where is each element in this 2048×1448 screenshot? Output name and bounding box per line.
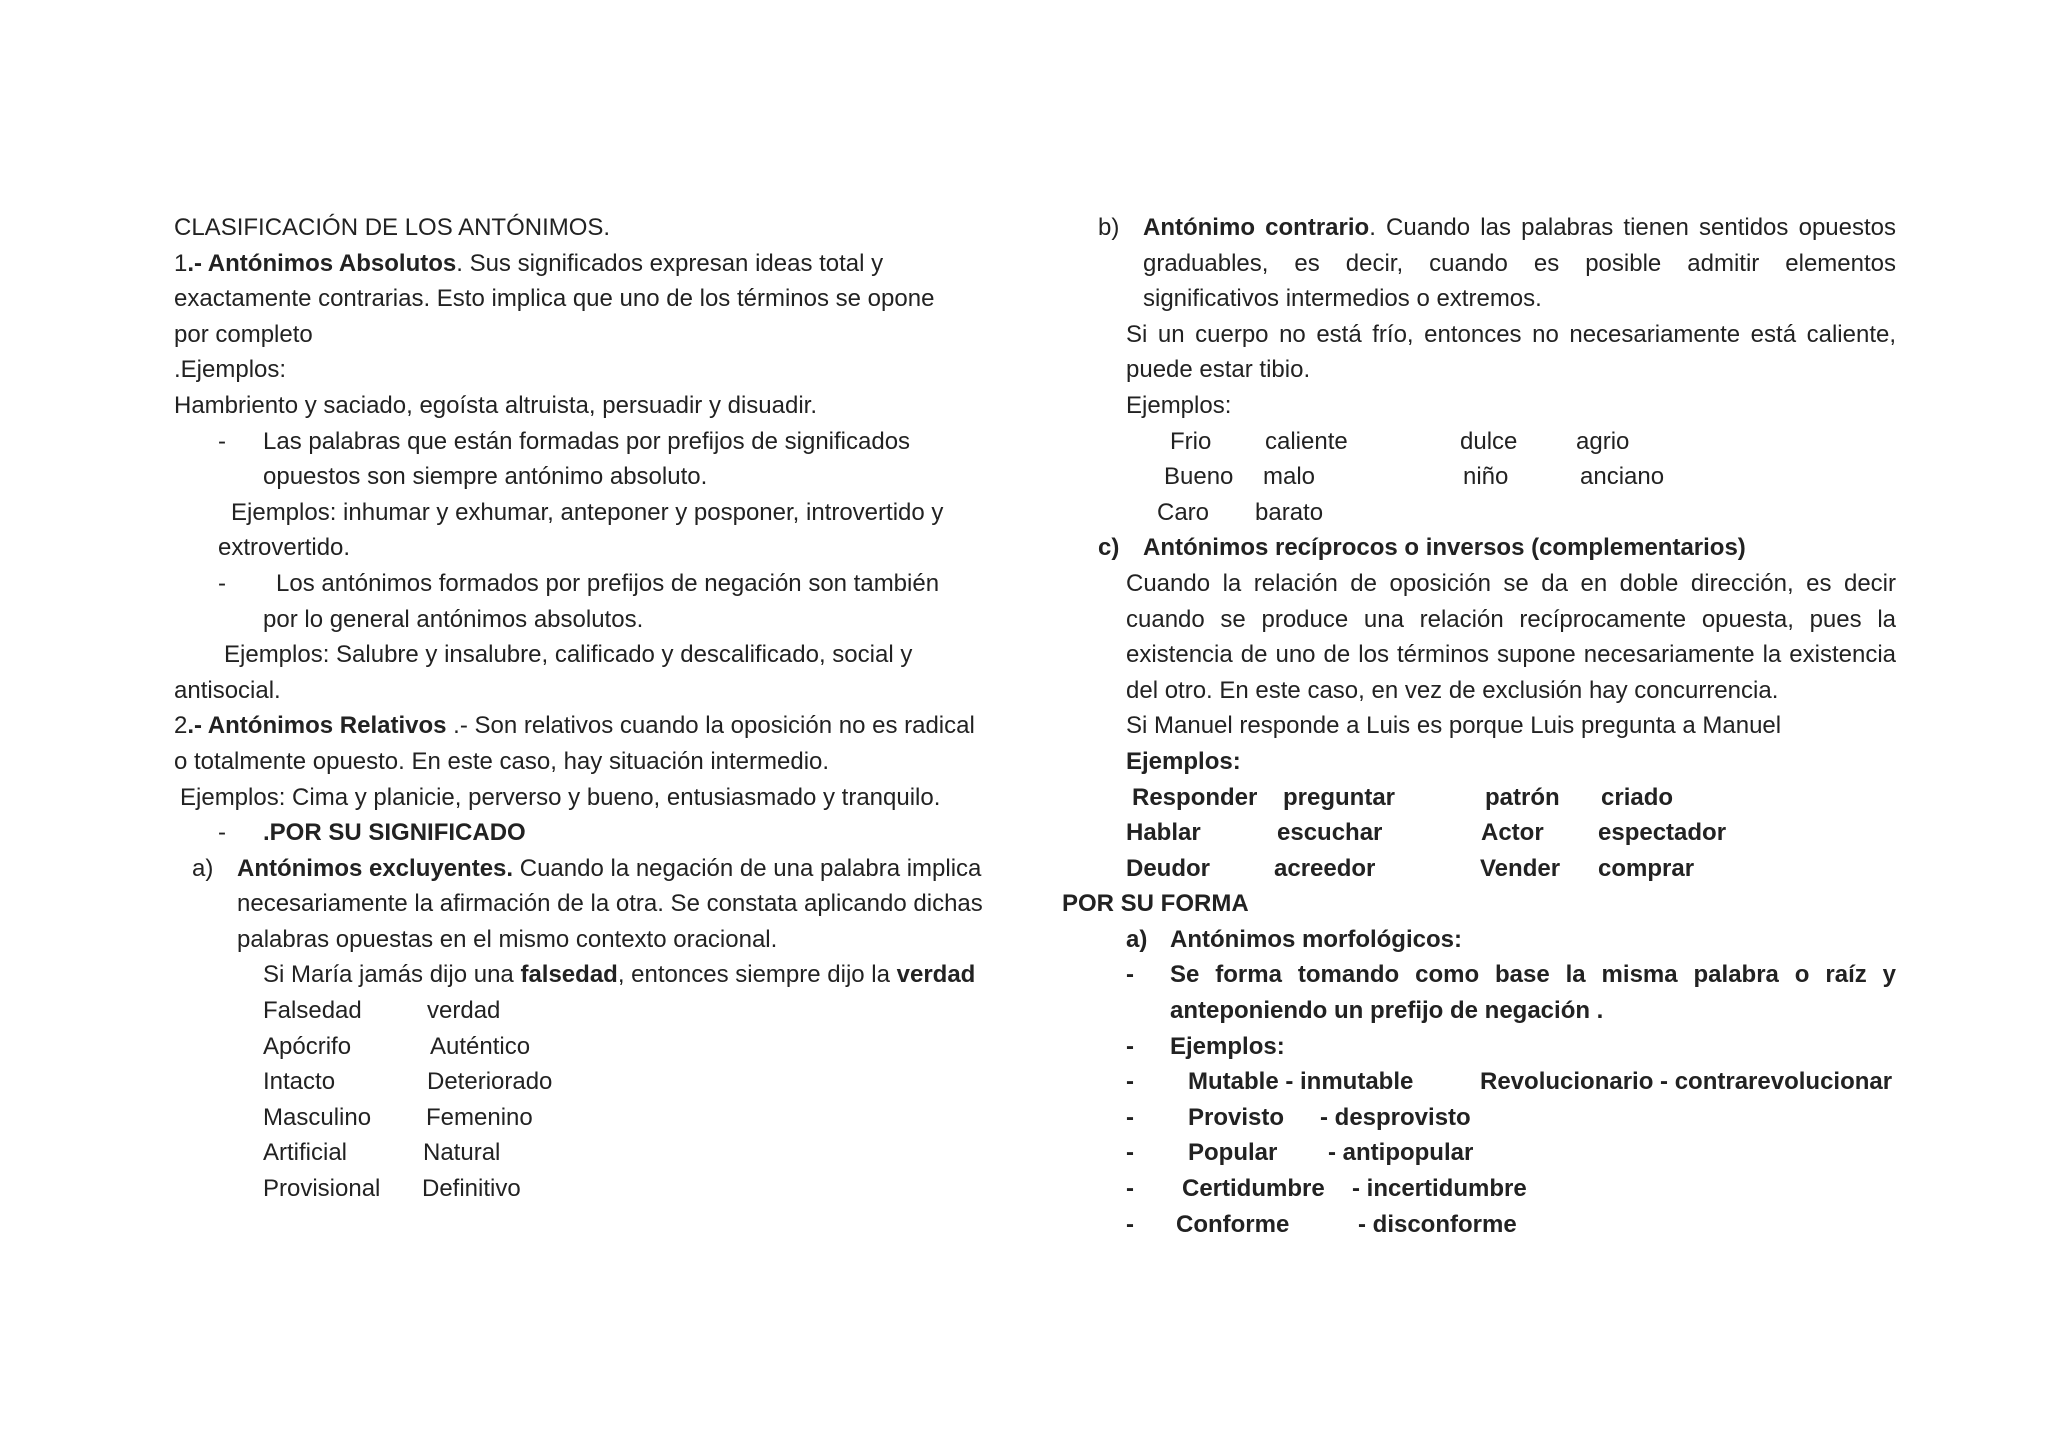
pair-antonym: Auténtico (430, 1032, 531, 1060)
example-word: dulce (1460, 427, 1518, 455)
example-row (1080, 424, 1896, 460)
pair-word: Falsedad (263, 997, 362, 1025)
sentence-bold: verdad (896, 961, 976, 989)
example-word: Mutable - inmutable (1188, 1068, 1414, 1096)
bullet-dash: - (1126, 1103, 1134, 1131)
bullet-item (1080, 1029, 1896, 1065)
example-word: agrio (1576, 427, 1630, 455)
justified-line: Cuando la relación de oposición se da en doble dirección, es decir (1126, 569, 1896, 597)
pair-row (174, 1135, 1004, 1171)
bullet-item (174, 566, 1004, 602)
pair-word: Intacto (263, 1068, 336, 1096)
pair-antonym: Deteriorado (427, 1068, 553, 1096)
example-row (1080, 780, 1896, 816)
section-label: .- Antónimos Absolutos (187, 249, 457, 277)
pair-antonym: Femenino (426, 1103, 533, 1131)
bullet-text: Ejemplos: (1170, 1032, 1285, 1060)
example-word: - disconforme (1358, 1210, 1517, 1238)
bullet-item (1080, 957, 1896, 993)
example-word: niño (1463, 463, 1509, 491)
examples-line: Ejemplos: Salubre y insalubre, calificado y descalificado, social y (224, 641, 913, 669)
paragraph-line (1080, 637, 1896, 673)
paragraph-line (1080, 246, 1896, 282)
bullet-continuation: por lo general antónimos absolutos. (263, 605, 644, 633)
paragraph-line: necesariamente la afirmación de la otra. Se constata aplicando dichas (237, 890, 983, 918)
example-word: patrón (1485, 783, 1560, 811)
examples-line: antisocial. (174, 676, 281, 704)
paragraph-line (1080, 602, 1896, 638)
bullet-dash: - (1126, 961, 1134, 989)
item-letter: a) (192, 854, 214, 882)
example-word: anciano (1580, 463, 1665, 491)
paragraph-line: puede estar tibio. (1126, 356, 1311, 384)
paragraph-line: exactamente contrarias. Esto implica que uno de los términos se opone (174, 285, 935, 313)
bullet-dash: - (218, 569, 226, 597)
example-word: criado (1601, 783, 1674, 811)
item-letter: c) (1098, 534, 1120, 562)
examples-label: Ejemplos: (1126, 391, 1232, 419)
example-word: - incertidumbre (1352, 1175, 1527, 1203)
justified-line: cuando se produce una relación recíprocamente opuesta, pues la (1126, 605, 1896, 633)
bullet-text: Los antónimos formados por prefijos de negación son también (276, 569, 940, 597)
justified-line: Se forma tomando como base la misma palabra o raíz y (1170, 961, 1896, 989)
section-text: .- Son relativos cuando la oposición no es radical (446, 712, 975, 740)
example-word: escuchar (1277, 819, 1383, 847)
example-word: acreedor (1274, 854, 1376, 882)
example-row (1080, 1100, 1896, 1136)
example-sentence (174, 957, 1004, 993)
paragraph-line: por completo (174, 320, 313, 348)
item-text: . Cuando las palabras tienen sentidos opuestos (1369, 214, 1896, 241)
paragraph-line (1080, 317, 1896, 353)
heading-por-su-significado (174, 815, 1004, 851)
item-label: Antónimos recíprocos o inversos (complementarios) (1143, 534, 1746, 562)
paragraph-line (1080, 566, 1896, 602)
example-word: Responder (1132, 783, 1258, 811)
left-column (174, 210, 1004, 1207)
paragraph-line: palabras opuestas en el mismo contexto oracional. (237, 925, 778, 953)
section-relativos-heading (174, 708, 1004, 744)
examples-label: .Ejemplos: (174, 356, 287, 384)
example-row (1080, 851, 1896, 887)
pair-antonym: Definitivo (422, 1175, 521, 1203)
item-letter: a) (1126, 925, 1148, 953)
pair-row (174, 1171, 1004, 1207)
examples-line: Ejemplos: inhumar y exhumar, anteponer y posponer, introvertido y (231, 498, 944, 526)
bullet-dash: - (218, 427, 226, 455)
example-word: caliente (1265, 427, 1348, 455)
example-word: Conforme (1176, 1210, 1290, 1238)
example-word: comprar (1598, 854, 1695, 882)
example-word: Frio (1170, 427, 1212, 455)
example-row (1080, 1135, 1896, 1171)
examples-line: Hambriento y saciado, egoísta altruista, persuadir y disuadir. (174, 391, 817, 419)
pair-row (174, 1064, 1004, 1100)
bullet-dash: - (1126, 1068, 1134, 1096)
bullet-continuation: anteponiendo un prefijo de negación . (1170, 997, 1604, 1025)
item-text: Cuando la negación de una palabra implica (513, 854, 982, 882)
item-c-reciprocos (1080, 530, 1896, 566)
example-word: Certidumbre (1182, 1175, 1325, 1203)
example-word: Popular (1188, 1139, 1278, 1167)
example-word: Actor (1481, 819, 1544, 847)
sentence-part: Si María jamás dijo una (263, 961, 521, 989)
paragraph-line: del otro. En este caso, en vez de exclusión hay concurrencia. (1126, 676, 1779, 704)
item-letter: b) (1098, 214, 1120, 241)
example-row (1080, 1207, 1896, 1243)
example-word: barato (1255, 498, 1324, 526)
bullet-dash: - (1126, 1032, 1134, 1060)
pair-antonym: Natural (423, 1139, 501, 1167)
bullet-dash: - (1126, 1175, 1134, 1203)
document-title: CLASIFICACIÓN DE LOS ANTÓNIMOS. (174, 214, 611, 241)
justified-line: existencia de uno de los términos supone necesariamente la existencia (1126, 641, 1896, 669)
example-word: Bueno (1164, 463, 1234, 491)
example-word: Revolucionario - contrarevolucionar (1480, 1068, 1893, 1096)
example-word: Hablar (1126, 819, 1201, 847)
examples-label: Ejemplos: (1126, 747, 1241, 775)
pair-word: Apócrifo (263, 1032, 352, 1060)
section-label: .- Antónimos Relativos (187, 712, 447, 740)
example-row (1080, 495, 1896, 531)
example-word: Deudor (1126, 854, 1210, 882)
bullet-continuation: opuestos son siempre antónimo absoluto. (263, 463, 708, 491)
example-word: malo (1263, 463, 1316, 491)
section-text: . Sus significados expresan ideas total y (456, 249, 884, 277)
bullet-text: Las palabras que están formadas por prefijos de significados (263, 427, 911, 455)
pair-row (174, 1100, 1004, 1136)
pair-row (174, 993, 1004, 1029)
paragraph-line: Si Manuel responde a Luis es porque Luis pregunta a Manuel (1126, 712, 1782, 740)
heading-text: .POR SU SIGNIFICADO (263, 819, 526, 847)
example-row (1080, 459, 1896, 495)
paragraph-line: significativos intermedios o extremos. (1143, 285, 1542, 313)
example-row (1080, 815, 1896, 851)
pair-antonym: verdad (427, 997, 501, 1025)
examples-line: extrovertido. (218, 534, 351, 562)
pair-row (174, 1029, 1004, 1065)
examples-line: Ejemplos: Cima y planicie, perverso y bueno, entusiasmado y tranquilo. (180, 783, 941, 811)
pair-word: Artificial (263, 1139, 348, 1167)
example-word: espectador (1598, 819, 1727, 847)
section-number: 1 (174, 249, 188, 277)
item-label: Antónimos morfológicos: (1170, 925, 1462, 953)
right-column (1062, 210, 1896, 1242)
bullet-item (174, 424, 1004, 460)
example-row (1080, 1171, 1896, 1207)
heading-por-su-forma: POR SU FORMA (1062, 890, 1249, 918)
example-word: Vender (1480, 854, 1561, 882)
example-row (1080, 1064, 1896, 1100)
bullet-dash: - (1126, 1139, 1134, 1167)
paragraph-line: o totalmente opuesto. En este caso, hay situación intermedio. (174, 747, 830, 775)
example-word: - antipopular (1328, 1139, 1474, 1167)
bullet-dash: - (1126, 1210, 1134, 1238)
justified-line: graduables, es decir, cuando es posible admitir elementos (1143, 249, 1896, 277)
pair-word: Provisional (263, 1175, 381, 1203)
pair-word: Masculino (263, 1103, 372, 1131)
section-number: 2 (174, 712, 188, 740)
justified-line: Si un cuerpo no está frío, entonces no necesariamente está caliente, (1126, 320, 1896, 348)
example-word: - desprovisto (1320, 1103, 1471, 1131)
item-b-contrario (1080, 210, 1896, 246)
example-word: preguntar (1283, 783, 1396, 811)
section-absolutos-heading (174, 246, 1004, 282)
bullet-dash: - (218, 819, 226, 847)
item-label: Antónimo contrario (1143, 214, 1370, 241)
example-word: Caro (1157, 498, 1210, 526)
item-a-excluyentes (174, 851, 1004, 887)
example-word: Provisto (1188, 1103, 1285, 1131)
item-a-morfologicos (1080, 922, 1896, 958)
item-label: Antónimos excluyentes. (237, 854, 514, 882)
sentence-bold: falsedad (520, 961, 618, 989)
sentence-part: , entonces siempre dijo la (617, 961, 897, 989)
